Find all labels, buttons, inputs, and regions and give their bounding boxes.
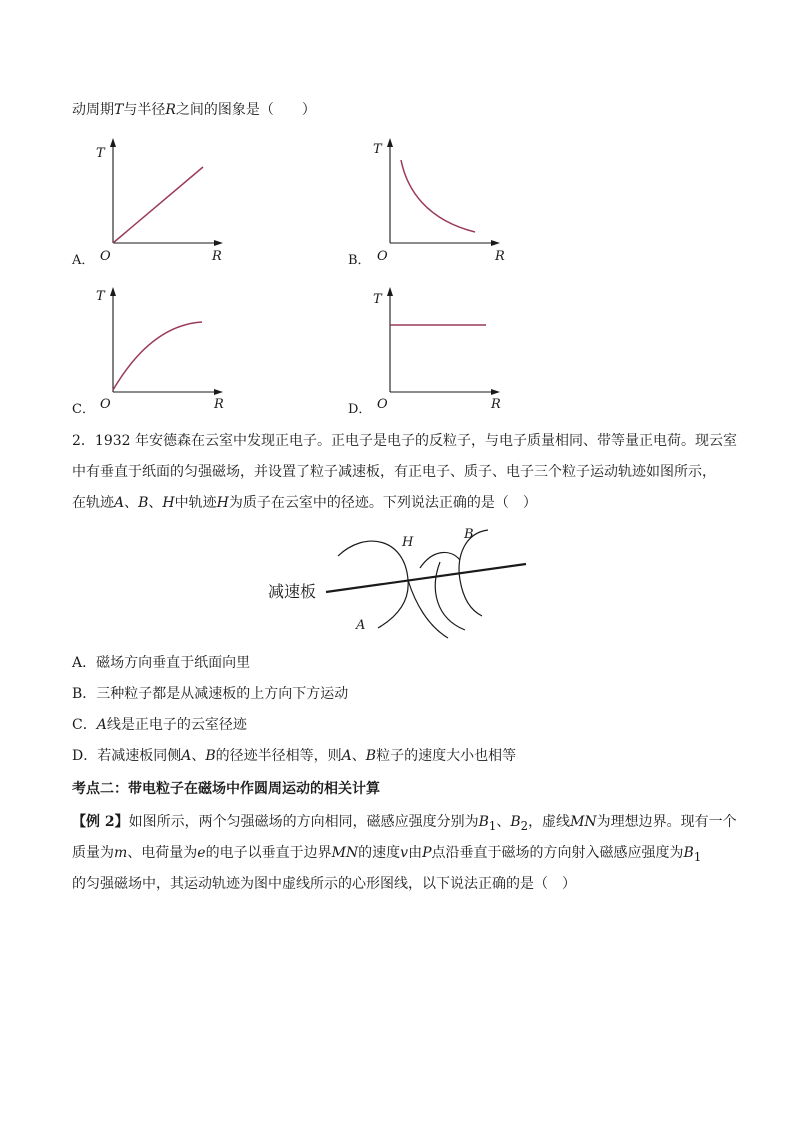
ex-text: 的电子以垂直于边界 xyxy=(205,845,332,861)
option-text: 线是正电子的云室径迹 xyxy=(106,717,247,733)
graph-d-letter: D． xyxy=(348,402,372,417)
var-a: A xyxy=(96,717,107,733)
ex-text: 点沿垂直于磁场的方向射入磁感应强度为 xyxy=(431,845,684,861)
option-text: 磁场方向垂直于纸面向里 xyxy=(96,655,251,671)
graph-a xyxy=(90,135,240,265)
example2-line-2 xyxy=(72,843,701,867)
track-h-upper xyxy=(420,552,460,568)
label-b: B xyxy=(464,527,474,542)
origin-label: O xyxy=(100,397,111,412)
x-axis-label: R xyxy=(491,397,501,412)
graph-b xyxy=(367,135,517,265)
track-h-lower xyxy=(408,580,448,638)
graph-b-curve xyxy=(401,160,475,232)
graph-c-letter: C． xyxy=(72,402,95,417)
q2-line-1: 2．1932 年安德森在云室中发现正电子。正电子是电子的反粒子，与电子质量相同、带等量正电荷。现云室 xyxy=(72,433,737,449)
y-axis-arrow xyxy=(110,138,116,147)
q2-text: 中轨迹 xyxy=(174,495,217,511)
q2-text: 为质子在云室中的径迹。下列说法正确的是（ ） xyxy=(228,495,537,511)
ex-text: 、 xyxy=(496,814,511,830)
y-axis-arrow xyxy=(110,287,116,296)
option-text: 、 xyxy=(351,748,366,764)
example2-line-1 xyxy=(72,812,737,836)
label-a: A xyxy=(356,618,366,633)
q2-option-b xyxy=(72,684,348,704)
var-t: T xyxy=(114,102,124,118)
x-axis-label: R xyxy=(214,397,224,412)
var-mn: MN xyxy=(570,814,597,830)
subscript: 1 xyxy=(488,818,497,833)
y-axis-arrow xyxy=(387,287,393,296)
var-v: v xyxy=(400,845,409,861)
q1-tail-line xyxy=(72,100,316,120)
ex-text: ，虚线 xyxy=(528,814,571,830)
q2-text: 、 xyxy=(124,495,139,511)
var-b: B xyxy=(205,748,216,764)
origin-label: O xyxy=(377,249,388,264)
q1-text: 与半径 xyxy=(123,102,166,118)
var-a: A xyxy=(114,495,125,511)
y-axis-label: T xyxy=(373,292,382,307)
x-axis-label: R xyxy=(212,249,222,264)
graph-a-curve xyxy=(113,167,203,243)
ex-text: 质量为 xyxy=(72,845,114,861)
section-heading: 考点二：带电粒子在磁场中作圆周运动的相关计算 xyxy=(72,781,380,797)
var-a: A xyxy=(341,748,352,764)
cloud-chamber-figure xyxy=(260,518,540,638)
option-letter: D． xyxy=(72,748,98,764)
q2-option-a xyxy=(72,653,250,673)
q2-line-3 xyxy=(72,493,537,513)
q2-text: 在轨迹 xyxy=(72,495,114,511)
origin-label: O xyxy=(377,397,388,412)
subscript: 2 xyxy=(520,818,529,833)
label-h: H xyxy=(402,535,414,550)
ex-text: 的速度 xyxy=(358,845,401,861)
option-text: 、 xyxy=(191,748,206,764)
q2-option-c xyxy=(72,715,247,735)
var-h: H xyxy=(162,495,175,511)
q2-text: 、 xyxy=(148,495,163,511)
deceleration-board xyxy=(326,564,526,592)
q2-option-d xyxy=(72,746,516,766)
var-e: e xyxy=(197,845,206,861)
option-text: 的径迹半径相等，则 xyxy=(215,748,342,764)
var-m: m xyxy=(114,845,128,861)
y-axis-arrow xyxy=(387,138,393,147)
var-h: H xyxy=(216,495,229,511)
var-a: A xyxy=(181,748,192,764)
var-b1: B xyxy=(478,814,489,830)
option-text: 三种粒子都是从减速板的上方向下方运动 xyxy=(96,686,349,702)
ex-text: 如图所示，两个匀强磁场的方向相同，磁感应强度分别为 xyxy=(128,814,479,830)
subscript: 1 xyxy=(693,849,702,864)
var-b: B xyxy=(365,748,377,764)
option-letter: A． xyxy=(72,655,97,671)
graph-b-letter: B． xyxy=(348,253,371,268)
q1-text: 动周期 xyxy=(72,102,114,118)
graph-c-curve xyxy=(113,322,202,390)
var-mn: MN xyxy=(331,845,359,861)
graph-d xyxy=(367,284,517,414)
graph-a-letter: A． xyxy=(72,253,95,268)
x-axis-arrow xyxy=(491,389,500,395)
option-letter: C． xyxy=(72,717,97,733)
y-axis-label: T xyxy=(373,142,382,157)
var-p: P xyxy=(422,845,432,861)
var-b: B xyxy=(138,495,149,511)
x-axis-label: R xyxy=(495,249,505,264)
y-axis-label: T xyxy=(96,146,105,161)
var-b1: B xyxy=(683,845,694,861)
board-label: 减速板 xyxy=(268,582,317,601)
example-tag: 【例 2】 xyxy=(72,814,129,830)
q2-line-2: 中有垂直于纸面的匀强磁场，并设置了粒子减速板，有正电子、质子、电子三个粒子运动轨迹如图所示， xyxy=(72,464,716,480)
var-b2: B xyxy=(510,814,521,830)
option-letter: B． xyxy=(72,686,97,702)
origin-label: O xyxy=(100,249,111,264)
var-r: R xyxy=(165,102,176,118)
y-axis-label: T xyxy=(96,289,105,304)
option-text: 若减速板同侧 xyxy=(97,748,182,764)
ex-text: 为理想边界。现有一个 xyxy=(596,814,737,830)
option-text: 粒子的速度大小也相等 xyxy=(376,748,517,764)
example2-line-3: 的匀强磁场中，其运动轨迹为图中虚线所示的心形图线，以下说法正确的是（ ） xyxy=(72,876,576,892)
ex-text: 、电荷量为 xyxy=(127,845,198,861)
ex-text: 由 xyxy=(408,845,423,861)
q1-text: 之间的图象是（ ） xyxy=(175,102,316,118)
x-axis-arrow xyxy=(491,240,500,246)
graph-c xyxy=(90,284,240,414)
x-axis-arrow xyxy=(214,240,223,246)
x-axis-arrow xyxy=(214,389,223,395)
